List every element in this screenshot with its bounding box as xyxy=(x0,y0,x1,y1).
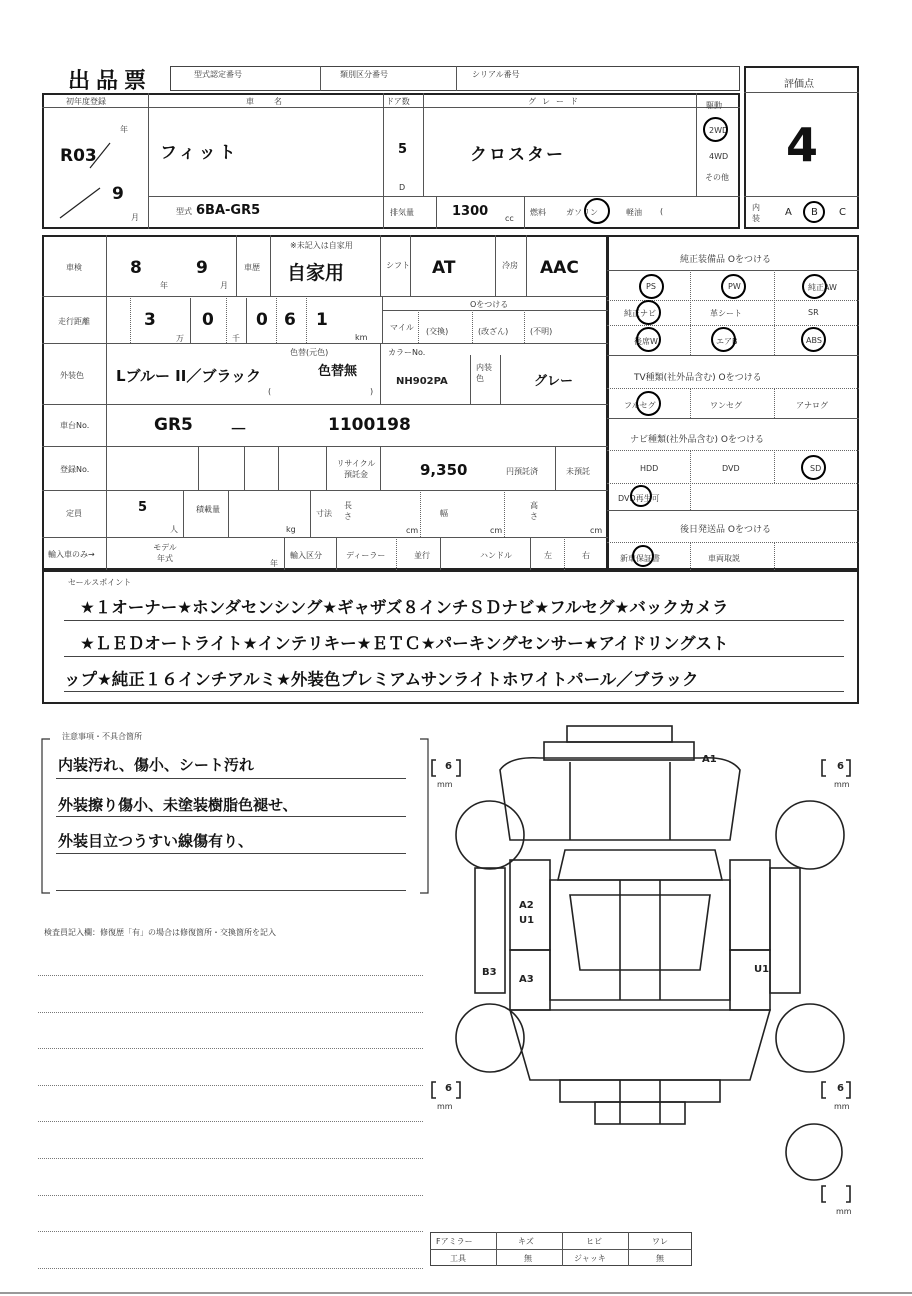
tire-rl-depth: 6 xyxy=(445,1083,452,1094)
drive-2wd-circle xyxy=(703,117,728,142)
legend-h2: キズ xyxy=(518,1237,534,1246)
shaken-month: 9 xyxy=(196,258,208,278)
dims-label: 寸法 xyxy=(316,509,332,518)
fuel-diesel: 軽油 xyxy=(626,208,642,217)
shift-label: シフト xyxy=(386,261,410,270)
tv-oneseg: ワンセグ xyxy=(710,401,742,410)
equip-abs-circle xyxy=(801,327,826,352)
mileage-digit-4: 6 xyxy=(284,310,296,330)
dims-width: 幅 xyxy=(440,509,448,518)
later-warranty-circle xyxy=(632,545,654,567)
dvd-play: DVD再生可 xyxy=(618,494,660,503)
mark-a3: A3 xyxy=(519,974,534,985)
doors-label: ドア数 xyxy=(386,97,410,106)
navi-title: ナビ種類(社外品含む) Oをつける xyxy=(630,435,764,445)
header-id-row xyxy=(170,66,740,91)
mark-a1: A1 xyxy=(702,754,717,765)
mileage-sen-unit: 千 xyxy=(232,334,240,343)
notes-line-2: 外装擦り傷小、未塗装樹脂色褪せ、 xyxy=(58,796,298,814)
legend-h1: Fアミラー xyxy=(436,1237,473,1246)
import-parallel: 並行 xyxy=(414,551,430,560)
interior-label: 内装 xyxy=(752,203,760,223)
dvd-play-circle xyxy=(630,485,652,507)
use-label: 車歴 xyxy=(244,263,260,272)
sales-point-line-3: ップ★純正１６インチアルミ★外装色プレミアムサンライトホワイトパール／ブラック xyxy=(64,670,699,689)
mileage-digit-3: 0 xyxy=(256,310,268,330)
equip-aw-circle xyxy=(802,274,827,299)
mark-u1-left: U1 xyxy=(519,915,535,926)
mileage-man-unit: 万 xyxy=(176,334,184,343)
shaken-year-unit: 年 xyxy=(160,281,168,290)
recycle-value: 9,350 xyxy=(420,461,468,479)
sales-point-line-1: ★１オーナー★ホンダセンシング★ギャザズ８インチＳＤナビ★フルセグ★バックカメラ xyxy=(80,598,729,617)
navi-hdd: HDD xyxy=(640,464,659,473)
equip-navi: 純正ナビ xyxy=(624,309,656,318)
dims-width-cm: cm xyxy=(490,526,503,535)
mileage-mile: マイル xyxy=(390,323,414,332)
mileage-label: 走行距離 xyxy=(58,317,90,326)
equip-sr: SR xyxy=(808,308,819,317)
legend-v4: 無 xyxy=(656,1254,664,1263)
capacity-label: 定員 xyxy=(66,509,82,518)
score-value: 4 xyxy=(786,118,819,172)
sales-point-label: セールスポイント xyxy=(68,578,132,587)
tv-fullseg: フルセグ xyxy=(624,401,656,410)
grade-value: クロスター xyxy=(470,145,565,165)
class-no-label: 類別区分番号 xyxy=(340,70,388,79)
era-year: R03 xyxy=(60,146,97,166)
drive-other: その他 xyxy=(705,173,729,182)
drive-4wd: 4WD xyxy=(709,152,729,161)
capacity-value: 5 xyxy=(138,500,148,515)
reg-no-label: 登録No. xyxy=(60,465,90,474)
grade-label: グレード xyxy=(528,97,584,106)
fuel-gasoline-circle xyxy=(584,198,610,224)
chassis-prefix: GR5 xyxy=(154,415,193,435)
mileage-digit-1: 3 xyxy=(144,310,156,330)
ac-value: AAC xyxy=(540,258,579,278)
handle-right: 右 xyxy=(582,551,590,560)
tire-fl-depth: 6 xyxy=(445,761,452,772)
sales-point-line-2: ★ＬＥＤオートライト★インテリキー★ＥＴＣ★パーキングセンサー★アイドリングスト xyxy=(80,634,729,653)
later-warranty: 新車保証書 xyxy=(620,554,660,563)
navi-sd-circle xyxy=(801,455,826,480)
shaken-month-unit: 月 xyxy=(220,281,228,290)
tv-title: TV種類(社外品含む) Oをつける xyxy=(634,373,762,383)
chassis-dash: － xyxy=(230,420,247,440)
equipment-title: 純正装備品 Oをつける xyxy=(680,255,771,265)
tire-fl-unit: mm xyxy=(437,780,453,789)
mark-b3: B3 xyxy=(482,967,497,978)
mileage-tampered: (改ざん) xyxy=(478,327,509,336)
fuel-gasoline: ガソリン xyxy=(566,208,598,217)
first-reg-label: 初年度登録 xyxy=(66,97,106,106)
recycle-unit: 円預託済 xyxy=(506,467,538,476)
repaint-value: 色替無 xyxy=(318,364,358,379)
import-label: 輸入車のみ→ xyxy=(48,550,95,559)
mileage-digit-5: 1 xyxy=(316,310,328,330)
tire-fr-depth: 6 xyxy=(837,761,844,772)
displacement-unit: cc xyxy=(505,214,514,223)
displacement-value: 1300 xyxy=(452,204,489,219)
equip-airbag: エアB xyxy=(716,337,738,346)
shaken-label: 車検 xyxy=(66,263,82,272)
chassis-number: 1100198 xyxy=(328,415,411,435)
door-unit: D xyxy=(399,183,406,192)
inspector-label: 検査員記入欄：修復歴「有」の場合は修復箇所・交換箇所を記入 xyxy=(44,928,276,937)
color-code: NH902PA xyxy=(396,376,448,387)
spare-unit: mm xyxy=(836,1207,852,1216)
interior-b-circle xyxy=(803,201,825,223)
equip-aw: 純正AW xyxy=(808,283,837,292)
spec-box xyxy=(42,235,608,570)
shaken-year: 8 xyxy=(130,258,142,278)
dims-length-cm: cm xyxy=(406,526,419,535)
equip-navi-circle xyxy=(636,300,661,325)
form-title: 出品票 xyxy=(68,69,153,94)
handle-label: ハンドル xyxy=(480,551,512,560)
displacement-label: 排気量 xyxy=(390,208,414,217)
dims-height: 高さ xyxy=(530,501,538,521)
type-no-label: 型式認定番号 xyxy=(194,70,242,79)
mileage-km-unit: km xyxy=(355,333,368,342)
model-label: 型式 xyxy=(176,207,192,216)
notes-line-1: 内装汚れ、傷小、シート汚れ xyxy=(58,756,254,774)
drive-label: 駆動 xyxy=(706,101,722,110)
use-value: 自家用 xyxy=(287,262,345,284)
legend-h4: ワレ xyxy=(652,1237,668,1246)
mark-u1-right: U1 xyxy=(754,964,770,975)
shift-value: AT xyxy=(432,258,456,278)
legend-v1: 工具 xyxy=(450,1254,466,1263)
serial-no-label: シリアル番号 xyxy=(472,70,520,79)
car-damage-diagram xyxy=(430,720,860,1240)
month-unit: 月 xyxy=(131,213,139,222)
load-unit: kg xyxy=(286,525,296,534)
later-title: 後日発送品 Oをつける xyxy=(680,525,771,535)
exterior-color-label: 外装色 xyxy=(60,371,84,380)
tire-fr-unit: mm xyxy=(834,780,850,789)
score-label: 評価点 xyxy=(784,79,814,90)
recycle-label: リサイクル預託金 xyxy=(336,459,376,479)
tire-rr-depth: 6 xyxy=(837,1083,844,1094)
import-dealer: ディーラー xyxy=(346,551,386,560)
repaint-label: 色替(元色) xyxy=(290,348,329,357)
equip-ps-circle xyxy=(639,274,664,299)
dims-height-cm: cm xyxy=(590,526,603,535)
equip-ps: PS xyxy=(646,282,656,291)
legend-v2: 無 xyxy=(524,1254,532,1263)
interior-c: C xyxy=(839,207,846,218)
car-name: フィット xyxy=(160,143,239,163)
tire-rl-unit: mm xyxy=(437,1102,453,1111)
mileage-unknown: (不明) xyxy=(530,327,553,336)
color-code-label: カラーNo. xyxy=(388,348,426,357)
interior-b: B xyxy=(811,207,818,218)
interior-color: グレー xyxy=(534,374,574,389)
load-label: 積載量 xyxy=(196,505,220,514)
capacity-unit: 人 xyxy=(170,525,178,534)
equip-pw-circle xyxy=(721,274,746,299)
car-name-label: 車名 xyxy=(246,97,302,106)
equip-rear-w-circle xyxy=(636,327,661,352)
fuel-label: 燃料 xyxy=(530,208,546,217)
model-year-label: モデル年式 xyxy=(153,543,177,563)
legend-h3: ヒビ xyxy=(586,1237,602,1246)
tv-analog: アナログ xyxy=(796,401,828,410)
mileage-digit-2: 0 xyxy=(202,310,214,330)
chassis-label: 車台No. xyxy=(60,421,90,430)
equip-pw: PW xyxy=(728,282,741,291)
navi-sd: SD xyxy=(810,464,822,473)
equip-leather: 革シート xyxy=(710,309,742,318)
drive-2wd: 2WD xyxy=(709,126,729,135)
ac-label: 冷房 xyxy=(502,261,518,270)
mileage-circle-note: Oをつける xyxy=(470,300,509,309)
handle-left: 左 xyxy=(544,551,552,560)
equip-abs: ABS xyxy=(806,336,822,345)
tv-fullseg-circle xyxy=(636,391,661,416)
import-category-label: 輸入区分 xyxy=(290,551,322,560)
model-value: 6BA-GR5 xyxy=(196,203,261,218)
interior-color-label: 内装色 xyxy=(476,363,492,383)
mark-a2: A2 xyxy=(519,900,534,911)
doors-value: 5 xyxy=(398,142,408,157)
interior-a: A xyxy=(785,207,792,218)
notes-line-3: 外装目立つうすい線傷有り、 xyxy=(58,832,254,850)
legend-v3: ジャッキ xyxy=(574,1254,606,1263)
exterior-color: Lブルー II／ブラック xyxy=(116,367,262,385)
recycle-not-deposited: 未預託 xyxy=(566,467,590,476)
mileage-exchanged: (交換) xyxy=(426,327,449,336)
equip-airbag-circle xyxy=(711,327,736,352)
dims-length: 長さ xyxy=(344,501,352,521)
use-note: ※未記入は自家用 xyxy=(290,241,353,250)
equip-rear-w: 後席W xyxy=(634,337,658,346)
model-year-unit: 年 xyxy=(270,559,278,568)
tire-rr-unit: mm xyxy=(834,1102,850,1111)
navi-dvd: DVD xyxy=(722,464,740,473)
notes-label: 注意事項・不具合箇所 xyxy=(62,732,142,741)
date-slashes xyxy=(50,118,140,223)
reg-month: 9 xyxy=(112,184,124,204)
later-manual: 車両取説 xyxy=(708,554,740,563)
year-unit: 年 xyxy=(120,125,128,134)
